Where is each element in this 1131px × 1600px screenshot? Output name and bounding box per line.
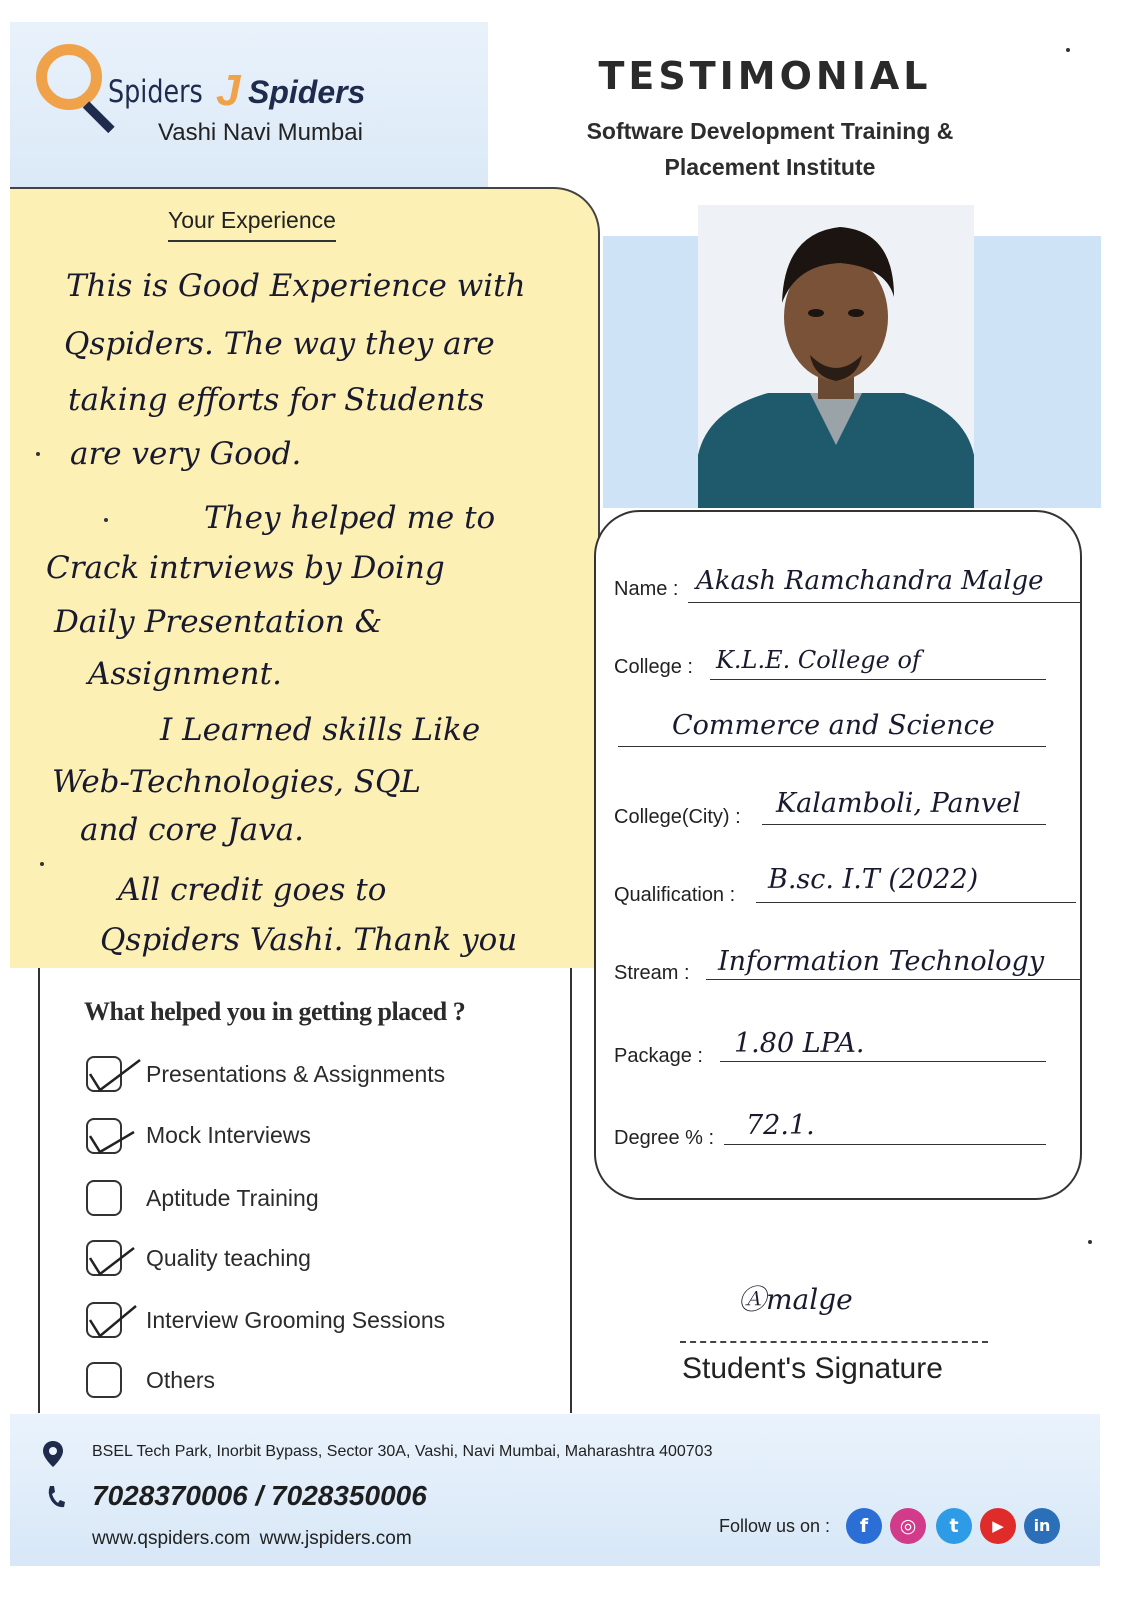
brand-location: Vashi Navi Mumbai	[158, 119, 363, 146]
name-label: Name :	[614, 578, 679, 600]
college-line	[710, 679, 1046, 680]
experience-heading: Your Experience	[168, 207, 336, 242]
degree-value: 72.1.	[746, 1110, 815, 1141]
stream-value: Information Technology	[718, 946, 1045, 977]
checkbox-label: Others	[146, 1367, 216, 1393]
checkbox-label: Aptitude Training	[146, 1185, 319, 1211]
qualification-value: B.sc. I.T (2022)	[768, 864, 979, 895]
facebook-icon[interactable]: f	[846, 1508, 882, 1544]
experience-line: are very Good.	[70, 436, 302, 472]
youtube-icon[interactable]: ▶	[980, 1508, 1016, 1544]
qualification-label: Qualification :	[614, 884, 736, 906]
checkbox-others[interactable]	[86, 1362, 122, 1398]
location-pin-icon	[42, 1440, 64, 1468]
stream-line	[706, 979, 1082, 980]
checkbox-presentations[interactable]	[86, 1056, 122, 1092]
student-signature: Ⓐmalge	[738, 1283, 853, 1316]
signature-label: Student's Signature	[682, 1352, 943, 1385]
experience-line: Web-Technologies, SQL	[52, 764, 422, 800]
footer-phones[interactable]: 7028370006 / 7028350006	[92, 1480, 427, 1511]
checkmark-icon	[84, 1232, 144, 1282]
checkbox-aptitude-training[interactable]	[86, 1180, 122, 1216]
scan-speck	[104, 518, 108, 522]
scan-speck	[1066, 48, 1070, 52]
checkbox-mock-interviews[interactable]	[86, 1118, 122, 1154]
checkbox-quality-teaching[interactable]	[86, 1240, 122, 1276]
scan-speck	[36, 452, 40, 456]
college-line-2	[618, 746, 1046, 747]
twitter-icon[interactable]: t	[936, 1508, 972, 1544]
footer-address: BSEL Tech Park, Inorbit Bypass, Sector 30A, Vashi, Navi Mumbai, Maharashtra 400703	[92, 1443, 713, 1460]
experience-line: Crack intrviews by Doing	[46, 550, 445, 586]
brand-jspiders-j: J	[216, 66, 241, 115]
experience-line: and core Java.	[80, 812, 304, 848]
linkedin-icon[interactable]: in	[1024, 1508, 1060, 1544]
page-subtitle	[520, 113, 1020, 185]
checklist-question: What helped you in getting placed ?	[84, 997, 466, 1026]
details-card	[594, 510, 1082, 1200]
degree-label: Degree % :	[614, 1127, 715, 1149]
instagram-icon[interactable]: ◎	[890, 1508, 926, 1544]
checkbox-interview-grooming[interactable]	[86, 1302, 122, 1338]
experience-line: Assignment.	[88, 656, 282, 692]
experience-line: I Learned skills Like	[160, 712, 481, 748]
footer-websites[interactable]: www.qspiders.com www.jspiders.com	[92, 1528, 412, 1549]
college-city-label: College(City) :	[614, 806, 741, 828]
checkbox-label: Mock Interviews	[146, 1122, 311, 1148]
name-line	[688, 602, 1080, 603]
degree-line	[724, 1144, 1046, 1145]
college-city-value: Kalamboli, Panvel	[776, 788, 1021, 819]
college-city-line	[762, 824, 1046, 825]
brand-jspiders: Spiders	[248, 74, 366, 110]
experience-line: All credit goes to	[118, 872, 387, 908]
checkmark-icon	[84, 1048, 144, 1098]
subtitle-line-1: Software Development Training &	[586, 118, 954, 144]
phone-icon	[44, 1484, 66, 1510]
package-label: Package :	[614, 1045, 703, 1067]
scan-speck	[40, 862, 44, 866]
package-value: 1.80 LPA.	[734, 1028, 865, 1059]
experience-line: They helped me to	[204, 500, 496, 536]
name-value: Akash Ramchandra Malge	[696, 566, 1044, 596]
page-title: TESTIMONIAL	[598, 54, 932, 98]
package-line	[720, 1061, 1046, 1062]
stream-label: Stream :	[614, 962, 690, 984]
experience-line: This is Good Experience with	[66, 268, 526, 304]
checkmark-icon	[84, 1294, 144, 1344]
experience-line: Qspiders. The way they are	[64, 326, 495, 362]
scan-speck	[1088, 1240, 1092, 1244]
photo-background-left	[603, 236, 698, 508]
qualification-line	[756, 902, 1076, 903]
experience-line: taking efforts for Students	[68, 382, 485, 418]
qspiders-logo-icon	[36, 44, 102, 110]
photo-background-right	[974, 236, 1101, 508]
checkbox-label: Interview Grooming Sessions	[146, 1307, 446, 1333]
experience-line: Qspiders Vashi. Thank you	[100, 922, 518, 958]
experience-line: Daily Presentation &	[54, 604, 383, 640]
college-value-2: Commerce and Science	[672, 710, 995, 741]
college-label: College :	[614, 656, 693, 678]
follow-us-label: Follow us on :	[719, 1516, 831, 1536]
signature-line	[680, 1341, 988, 1343]
checkmark-icon	[84, 1110, 144, 1160]
subtitle-line-2: Placement Institute	[664, 154, 876, 180]
checkbox-label: Presentations & Assignments	[146, 1061, 446, 1087]
checkbox-label: Quality teaching	[146, 1245, 311, 1271]
college-value: K.L.E. College of	[716, 646, 921, 674]
student-photo	[698, 205, 974, 508]
brand-qspiders: Spiders	[108, 74, 203, 110]
